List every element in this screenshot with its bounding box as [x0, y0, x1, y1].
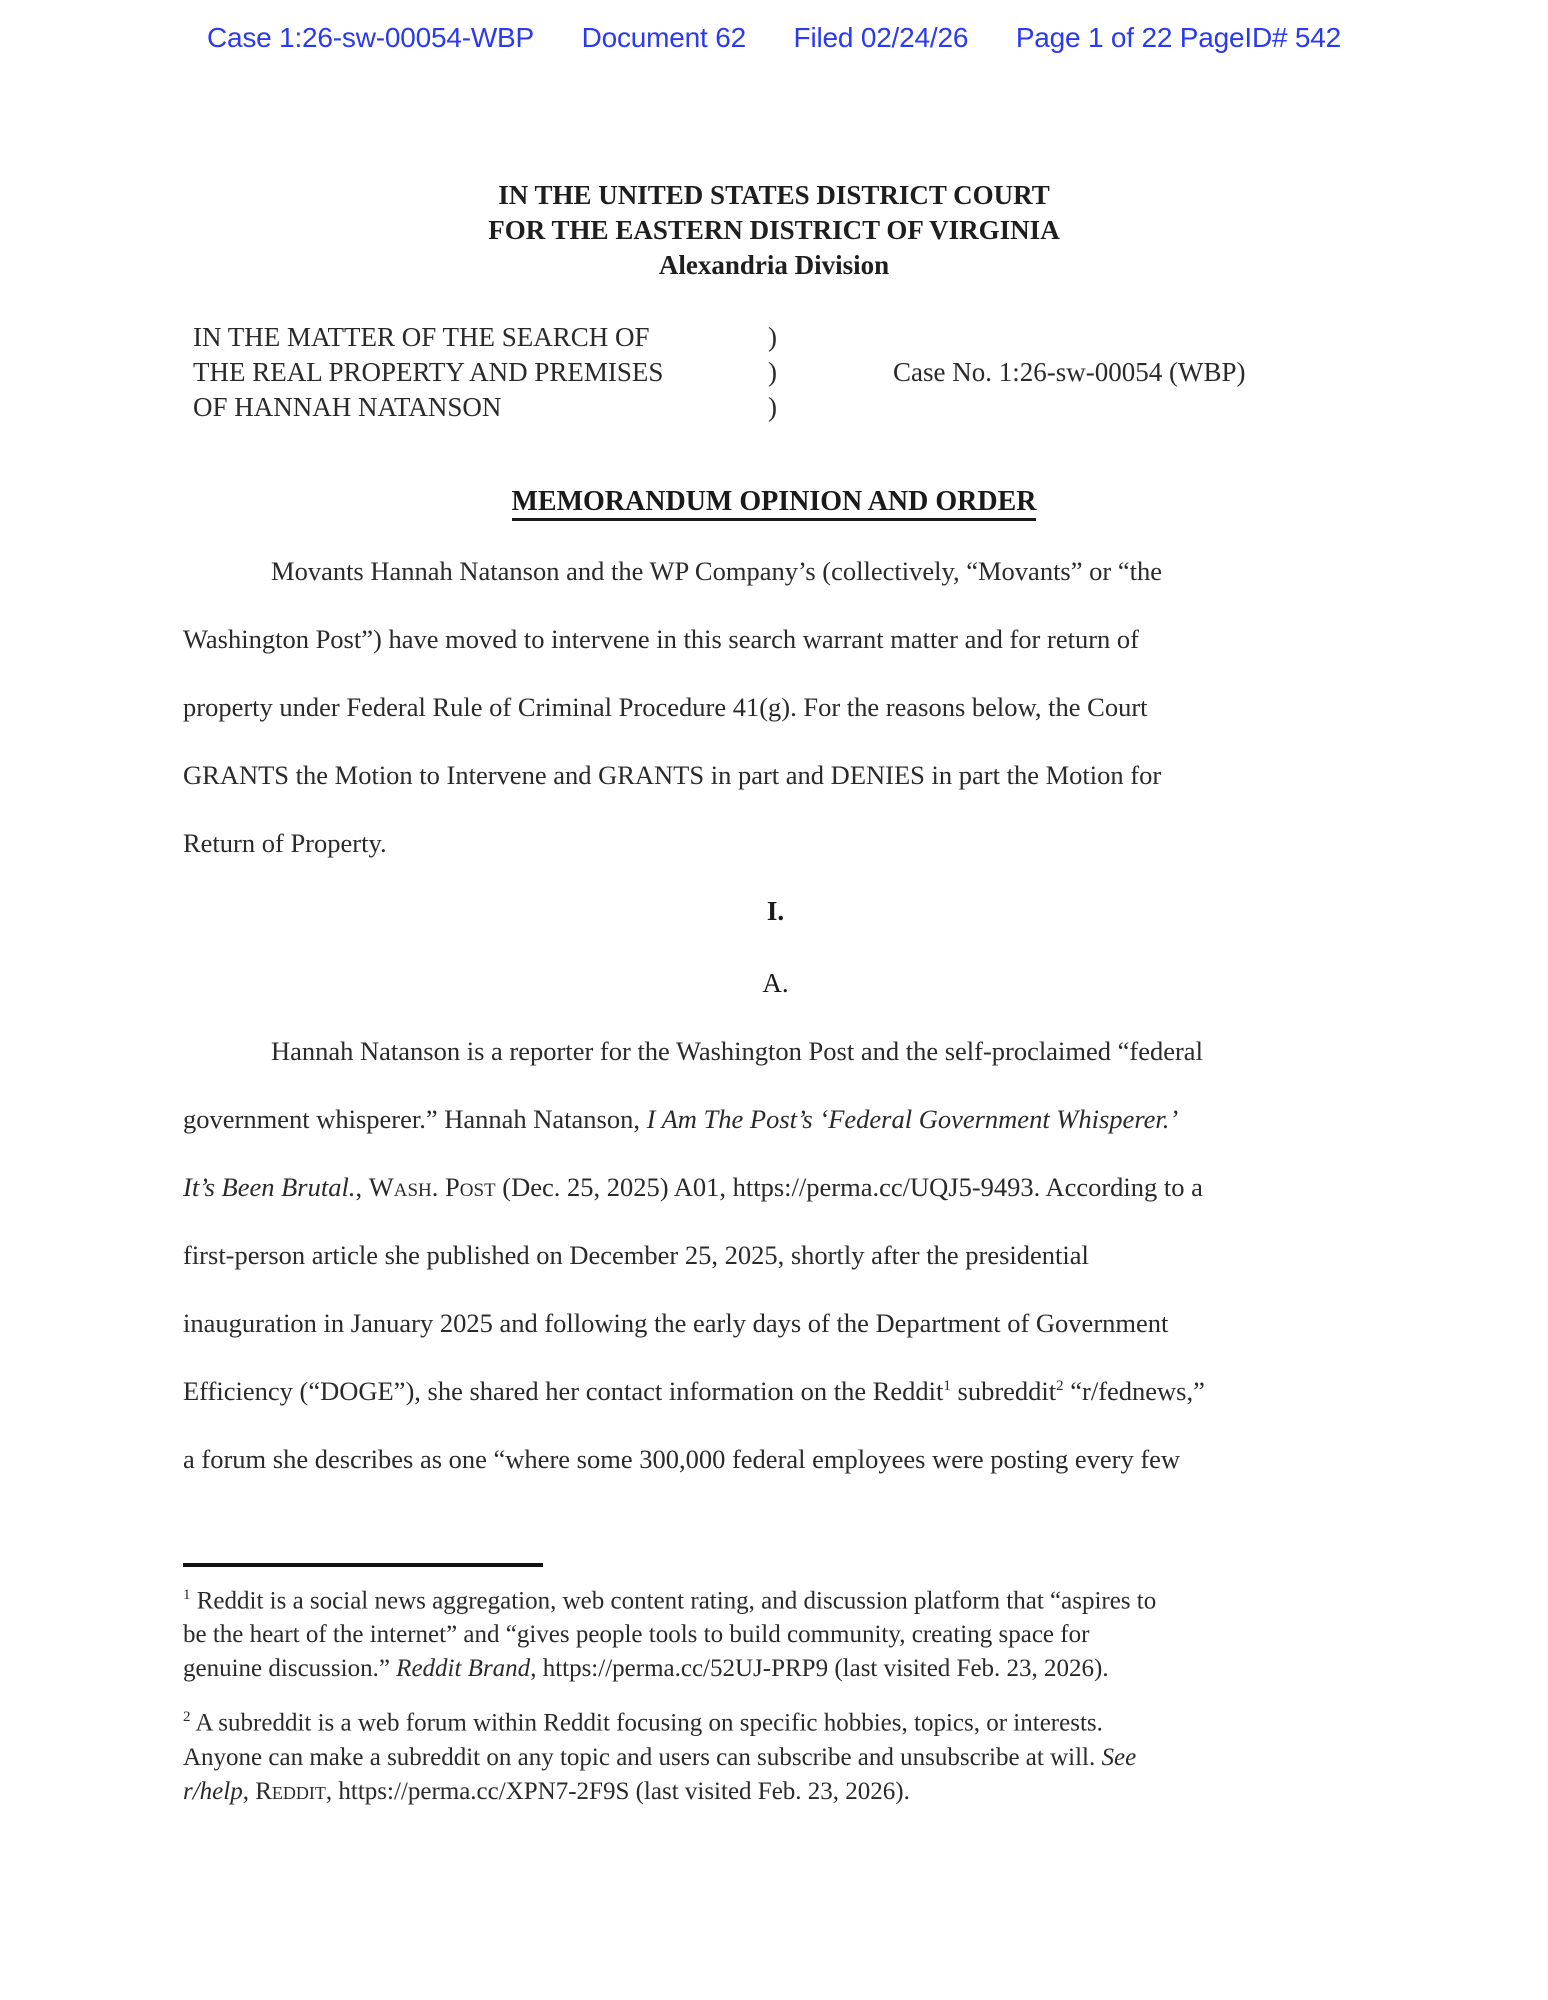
footnote-signal: See — [1101, 1743, 1137, 1771]
court-name: IN THE UNITED STATES DISTRICT COURT — [498, 180, 1050, 210]
para-text: subreddit — [950, 1376, 1057, 1406]
footnote-text: , https://perma.cc/XPN7-2F9S (last visited Feb. 23, 2026). — [325, 1777, 910, 1805]
footnote-text: A subreddit is a web forum within Reddit focusing on specific hobbies, topics, or interests. — [190, 1709, 1103, 1737]
document-title — [0, 486, 1548, 518]
para-text: “r/fednews,” — [1063, 1376, 1205, 1406]
para-line — [183, 1376, 1205, 1407]
article-title: I Am The Post’s ‘Federal Government Whisperer.’ — [646, 1104, 1179, 1134]
para-line — [183, 1172, 1203, 1203]
court-heading — [0, 178, 1548, 283]
ecf-case-number: Case 1:26-sw-00054-WBP — [206, 22, 535, 53]
footnote-divider — [183, 1563, 543, 1567]
publication-name: Wash. Post — [368, 1172, 496, 1202]
ecf-document-number: Document 62 — [581, 22, 746, 53]
section-heading: I. — [766, 896, 785, 926]
footnote-text: Reddit is a social news aggregation, web content rating, and discussion platform that “aspires to — [190, 1587, 1157, 1615]
document-title-text: MEMORANDUM OPINION AND ORDER — [512, 486, 1037, 521]
court-division: Alexandria Division — [658, 250, 890, 280]
footnote-ref-1[interactable]: 1 — [943, 1378, 951, 1395]
footnote-number: 2 — [183, 1709, 191, 1726]
caption-paren: ) — [768, 322, 777, 352]
subsection-heading: A. — [762, 968, 789, 998]
article-title-cont: It’s Been Brutal. — [183, 1172, 356, 1202]
ecf-filed-date: Filed 02/24/26 — [793, 22, 969, 53]
footnote-2 — [183, 1700, 1373, 1808]
footnote-source-title: Reddit Brand — [396, 1655, 531, 1683]
caption-line-3: OF HANNAH NATANSON — [193, 392, 502, 422]
para-text: , — [355, 1172, 369, 1202]
caption-line-1: IN THE MATTER OF THE SEARCH OF — [193, 322, 650, 352]
court-district: FOR THE EASTERN DISTRICT OF VIRGINIA — [488, 215, 1060, 245]
caption-paren: ) — [768, 357, 777, 387]
intro-line: Movants Hannah Natanson and the WP Company’s (collectively, “Movants” or “the — [271, 556, 1162, 586]
footnote-1 — [183, 1578, 1373, 1686]
para-text: Efficiency (“DOGE”), she shared her contact information on the Reddit — [183, 1376, 944, 1406]
para-line: Hannah Natanson is a reporter for the Washington Post and the self-proclaimed “federal — [271, 1036, 1203, 1066]
caption-case-number: Case No. 1:26-sw-00054 (WBP) — [893, 357, 1246, 387]
caption-line-2: THE REAL PROPERTY AND PREMISES — [193, 357, 664, 387]
footnote-source-title: r/help — [183, 1777, 243, 1805]
para-line — [183, 1104, 1178, 1135]
para-text: government whisperer.” Hannah Natanson, — [183, 1104, 647, 1134]
ecf-page-info: Page 1 of 22 PageID# 542 — [1015, 22, 1342, 53]
caption-parentheses — [768, 320, 788, 425]
caption-matter — [193, 320, 753, 425]
footnote-text: Anyone can make a subreddit on any topic and users can subscribe and unsubscribe at will. — [183, 1743, 1102, 1771]
intro-line: property under Federal Rule of Criminal Procedure 41(g). For the reasons below, the Court — [183, 692, 1148, 722]
footnote-text: , — [242, 1777, 256, 1805]
ecf-header — [0, 22, 1548, 54]
intro-line: Washington Post”) have moved to intervene in this search warrant matter and for return of — [183, 624, 1139, 654]
footnote-source-site: Reddit — [255, 1777, 326, 1805]
para-line: a forum she describes as one “where some 300,000 federal employees were posting every few — [183, 1444, 1181, 1474]
footnote-text: genuine discussion.” — [183, 1655, 397, 1683]
footnote-number: 1 — [183, 1587, 191, 1603]
caption-paren: ) — [768, 392, 777, 422]
footnote-text: , https://perma.cc/52UJ-PRP9 (last visited Feb. 23, 2026). — [530, 1655, 1109, 1683]
para-line: inauguration in January 2025 and following the early days of the Department of Government — [183, 1308, 1169, 1338]
intro-line: Return of Property. — [183, 828, 387, 858]
footnotes — [183, 1578, 1373, 1823]
para-line: first-person article she published on December 25, 2025, shortly after the presidential — [183, 1240, 1089, 1270]
footnote-text: be the heart of the internet” and “gives people tools to build community, creating space for — [183, 1621, 1090, 1649]
para-text: (Dec. 25, 2025) A01, https://perma.cc/UQJ5-9493. According to a — [495, 1172, 1203, 1202]
intro-line: GRANTS the Motion to Intervene and GRANTS in part and DENIES in part the Motion for — [183, 760, 1162, 790]
footnote-ref-2[interactable]: 2 — [1056, 1378, 1064, 1395]
